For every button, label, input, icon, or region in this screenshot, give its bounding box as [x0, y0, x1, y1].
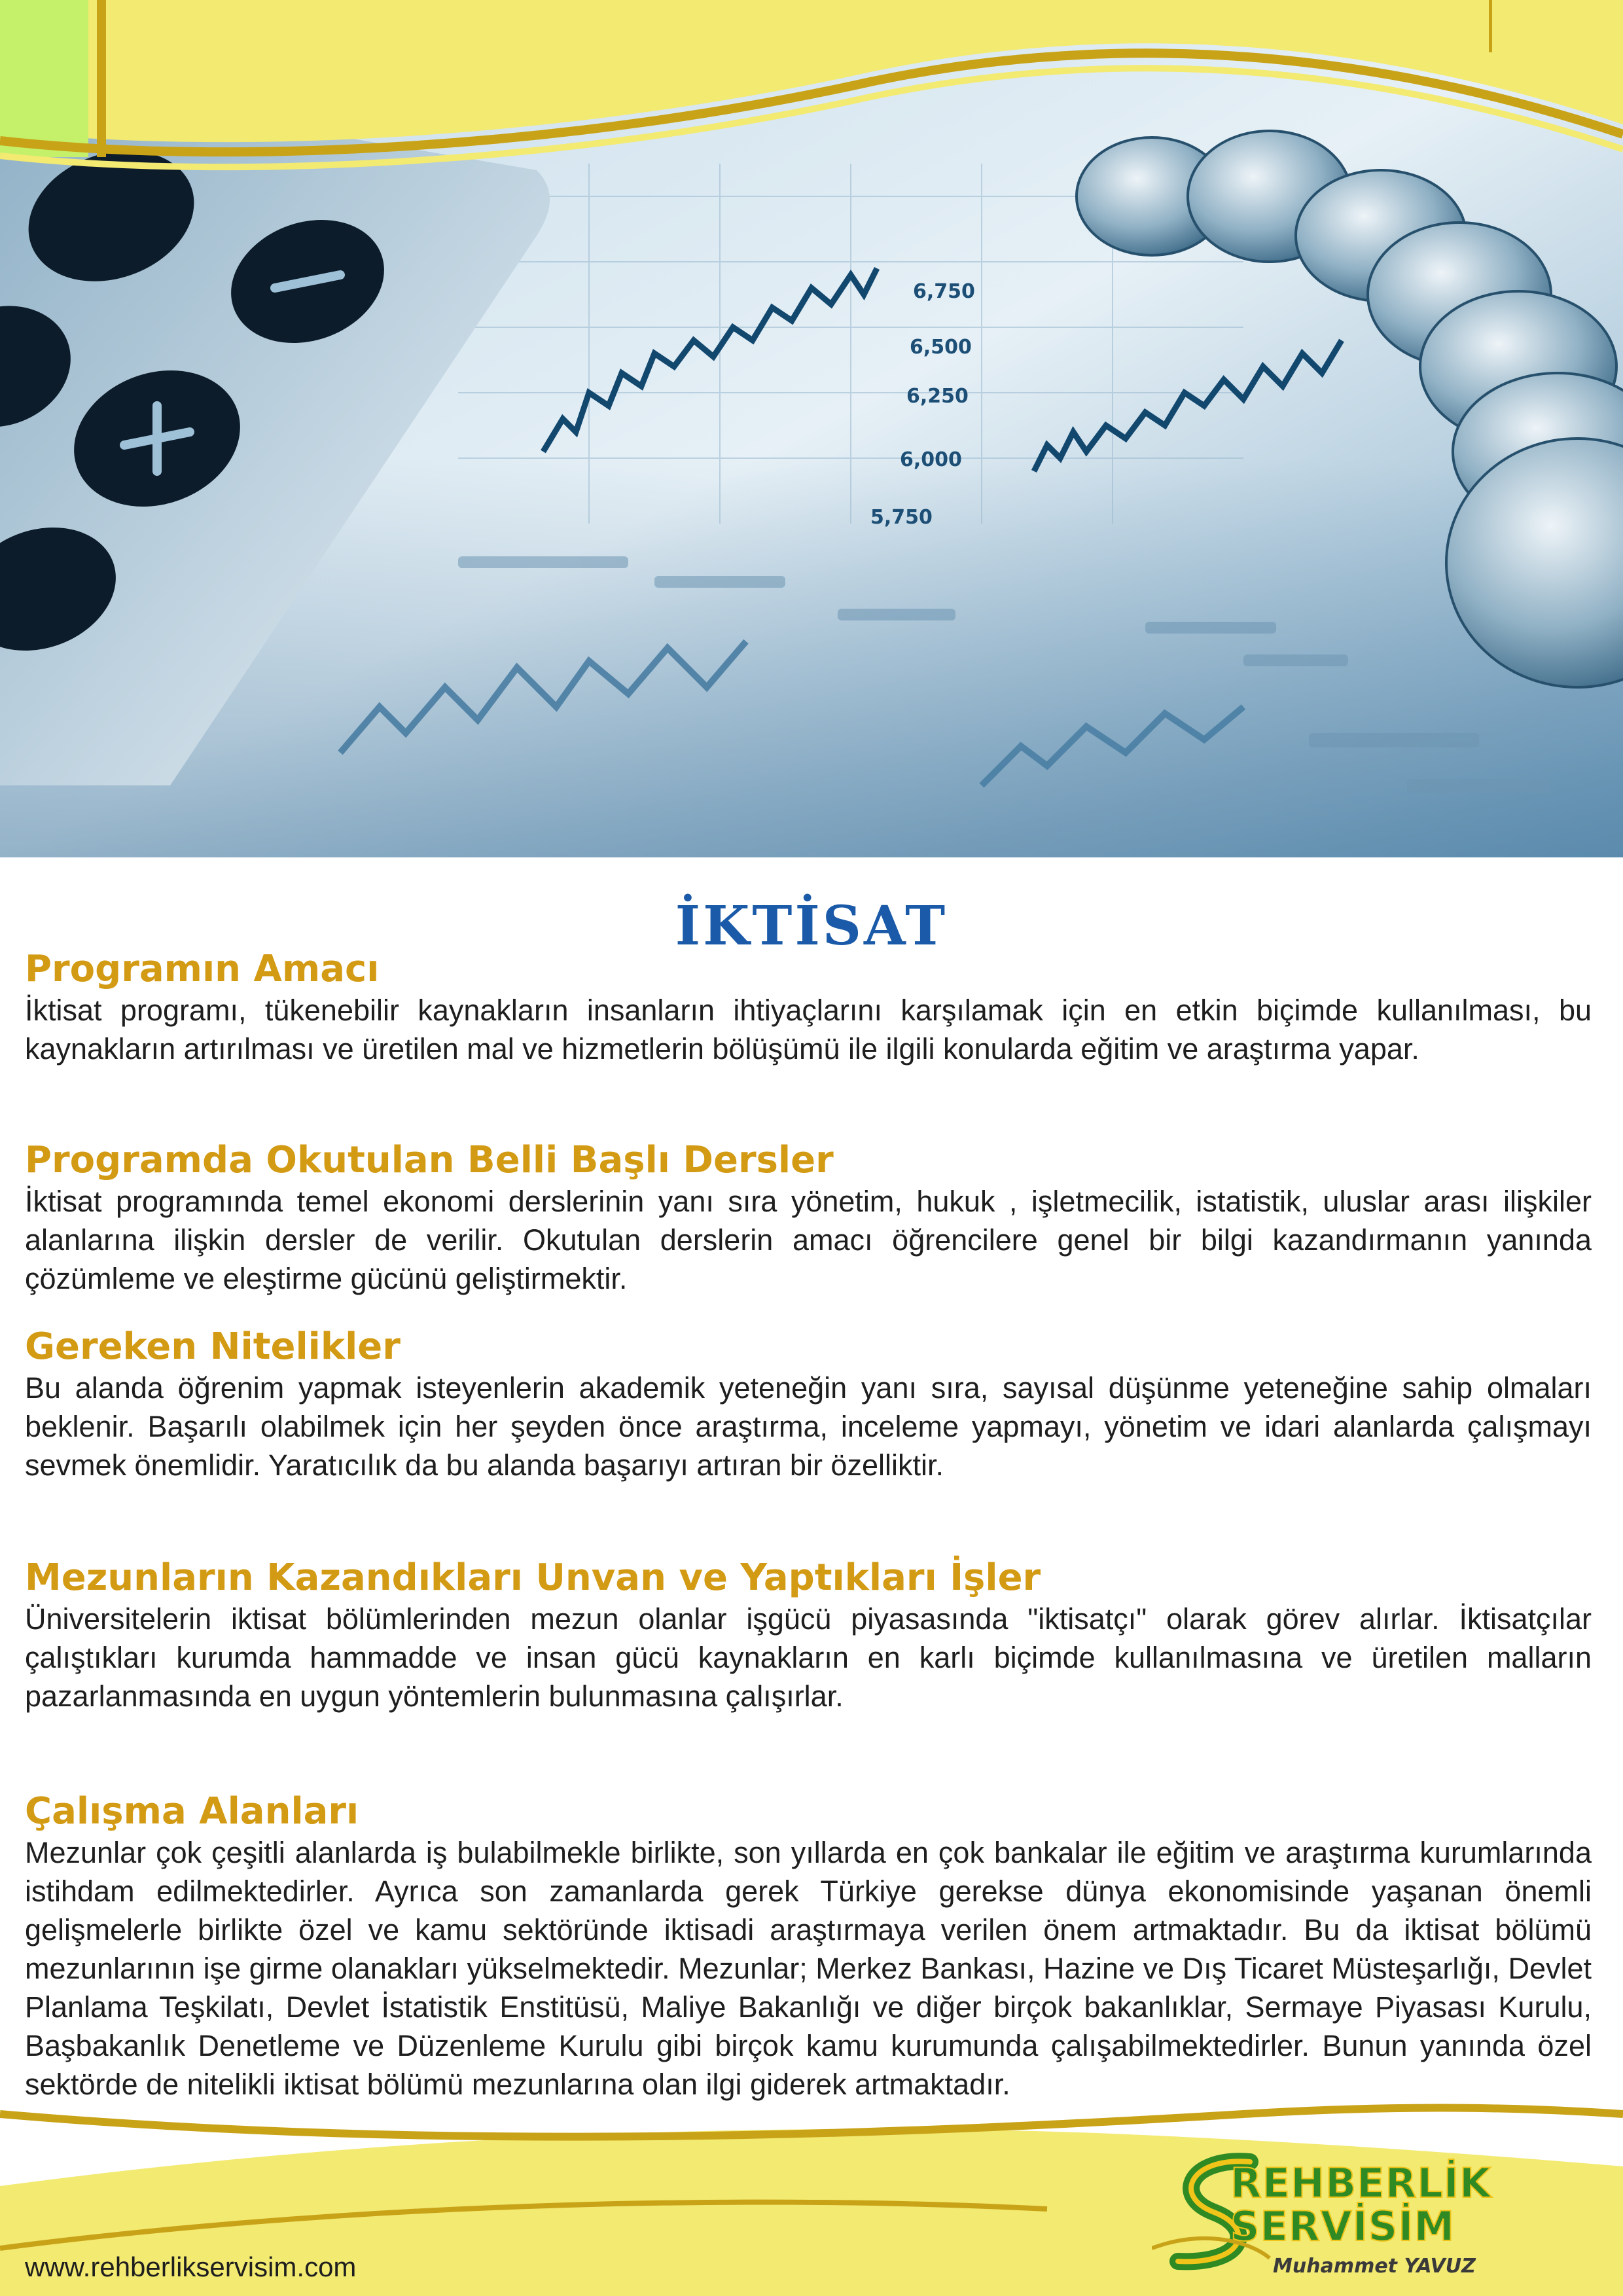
- page-title: İKTİSAT: [675, 895, 948, 958]
- section-work-fields: [25, 1790, 1592, 2104]
- section-heading: Programda Okutulan Belli Başlı Dersler: [25, 1139, 834, 1181]
- logo-text-line1: REHBERLİK: [1230, 2159, 1491, 2207]
- section-program-purpose: [25, 948, 1592, 1068]
- section-heading: Çalışma Alanları: [25, 1790, 359, 1833]
- footer-website-url: www.rehberlikservisim.com: [25, 2251, 357, 2282]
- hero-chart-label: 6,250: [906, 385, 969, 408]
- section-required-qualifications: [25, 1325, 1592, 1484]
- section-graduate-titles-jobs: [25, 1556, 1592, 1715]
- top-wave-banner: [0, 0, 1623, 209]
- section-body: Üniversitelerin iktisat bölümlerinden mezun olanlar işgücü piyasasında "iktisatçı" olarak görev alırlar. İktisatçılar çalıştıkları kurumda hammadde ve insan gücü kaynakların en karlı biçimde kullanılmasına ve üretilen malların pazarlanmasında en uygun yöntemlerin bulunmasına çalışırlar.: [25, 1602, 1592, 1713]
- section-body: Bu alanda öğrenim yapmak isteyenlerin akademik yeteneğin yanı sıra, sayısal düşünme yeteneğine sahip olmaları beklenir. Başarılı olabilmek için her şeyden önce araştırma, inceleme yapmayı, yönetim ve idari alanlarda çalışmayı sevmek önemlidir. Yaratıcılık da bu alanda başarıyı artıran bir özelliktir.: [25, 1371, 1592, 1482]
- section-body: Mezunlar çok çeşitli alanlarda iş bulabilmekle birlikte, son yıllarda en çok bankalar ile eğitim ve araştırma kurumlarında istihdam edilmektedirler. Ayrıca son zamanlarda gerek Türkiye gerekse dünya ekonomisinde yaşanan önemli gelişmelerle birlikte özel ve kamu sektöründe iktisadi araştırmaya verilen önem artmaktadır. Bu da iktisat bölümü mezunlarının işe girme olanakları yükselmektedir. Mezunlar; Merkez Bankası, Hazine ve Dış Ticaret Müsteşarlığı, Devlet Planlama Teşkilatı, Devlet İstatistik Enstitüsü, Maliye Bakanlığı ve diğer birçok bakanlıklar, Sermaye Piyasası Kurulu, Başbakanlık Denetleme ve Düzenleme Kurulu gibi birçok kamu kurumunda çalışabilmektedirler. Bunun yanında özel sektörde de nitelikli iktisat bölümü mezunlarına olan ilgi giderek artmaktadır.: [25, 1836, 1592, 2101]
- section-heading: Programın Amacı: [25, 948, 380, 990]
- logo-author: Muhammet YAVUZ: [1273, 2255, 1476, 2278]
- section-heading: Gereken Nitelikler: [25, 1325, 401, 1368]
- section-heading: Mezunların Kazandıkları Unvan ve Yaptıkları İşler: [25, 1556, 1041, 1599]
- hero-chart-label: 6,500: [910, 336, 972, 359]
- hero-chart-label: 5,750: [870, 506, 933, 529]
- hero-chart-label: 6,000: [900, 448, 962, 471]
- section-body: İktisat programında temel ekonomi derslerinin yanı sıra yönetim, hukuk , işletmecilik, istatistik, uluslar arası ilişkiler alanlarına ilişkin dersler de verilir. Okutulan derslerin amacı öğrencilere genel bir bilgi kazandırmanın yanında çözümleme ve eleştirme gücünü geliştirmektir.: [25, 1185, 1592, 1295]
- logo-text-line2: SERVİSİM: [1230, 2202, 1455, 2250]
- rehberlik-servisim-logo: [1152, 2150, 1491, 2281]
- section-main-courses: [25, 1139, 1592, 1298]
- hero-chart-label: 6,750: [913, 280, 975, 303]
- section-body: İktisat programı, tükenebilir kaynakların insanların ihtiyaçlarını karşılamak için en etkin biçimde kullanılması, bu kaynakların artırılması ve üretilen mal ve hizmetlerin bölüşümü ile ilgili konularda eğitim ve araştırma yapar.: [25, 994, 1592, 1066]
